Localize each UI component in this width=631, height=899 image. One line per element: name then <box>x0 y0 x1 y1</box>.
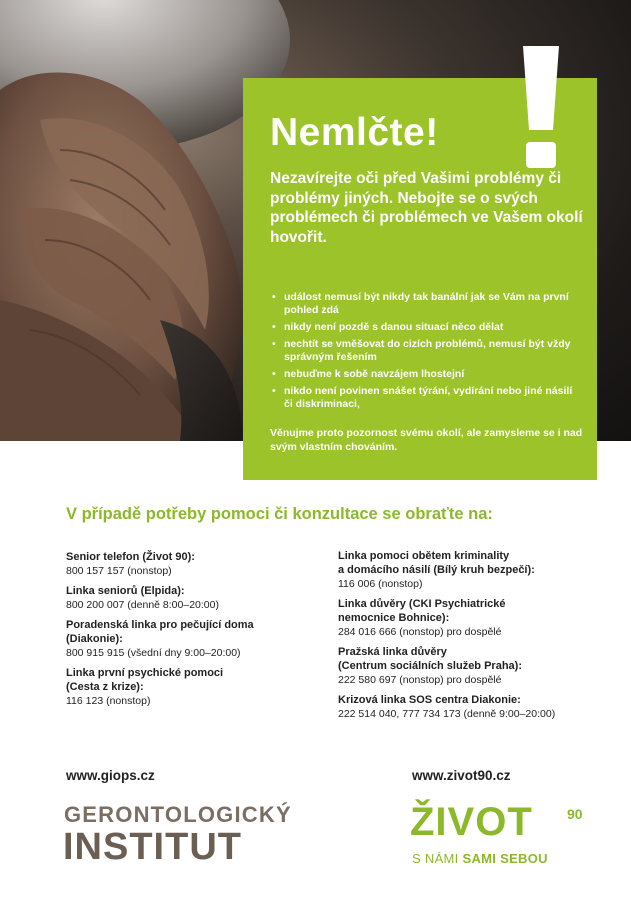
hero-bullet-text: nechtít se vměšovat do cizích problémů, nemusí být vždy správným řešením <box>284 338 571 363</box>
contact-item <box>66 618 316 660</box>
website-link-zivot90[interactable]: www.zivot90.cz <box>412 768 511 783</box>
hero-bullet <box>270 368 580 381</box>
hero-bullet <box>270 291 580 317</box>
website-link-giops[interactable]: www.giops.cz <box>66 768 155 783</box>
contact-number: 800 915 915 (všední dny 9:00–20:00) <box>66 647 241 659</box>
hero-bullet-text: nikdo není povinen snášet týrání, vydírání nebo jiné násilí či diskriminaci, <box>284 385 573 410</box>
hero-closing: Věnujme proto pozornost svému okolí, ale zamysleme se i nad svým vlastním chováním. <box>270 427 583 453</box>
hero-lead: Nezavírejte oči před Vašimi problémy či problémy jiných. Nebojte se o svých problémech či problémech ve Vašem okolí hovořit. <box>270 170 583 246</box>
contact-item <box>66 550 316 578</box>
contacts-left-column <box>66 550 316 714</box>
bullet-icon: • <box>272 291 276 303</box>
contact-name: Linka pomoci obětem kriminality a domácího násilí (Bílý kruh bezpečí): <box>338 550 535 576</box>
bullet-icon: • <box>272 385 276 397</box>
hero-bullet <box>270 385 580 411</box>
contact-name: Linka důvěry (CKI Psychiatrické nemocnice Bohnice): <box>338 598 506 624</box>
hero-bullet-text: nikdy není pozdě s danou situací něco dělat <box>284 321 504 333</box>
bullet-icon: • <box>272 321 276 333</box>
contacts-right-column <box>338 549 588 727</box>
contact-number: 116 123 (nonstop) <box>66 695 151 707</box>
contact-number: 116 006 (nonstop) <box>338 578 423 590</box>
tagline-part1: S NÁMI <box>412 851 463 866</box>
hero-bullet-list <box>270 291 580 415</box>
exclamation-icon <box>518 46 564 170</box>
gerontologicky-logo-line1: GERONTOLOGICKÝ <box>64 802 292 827</box>
zivot90-logo: ŽIVOT <box>410 800 533 844</box>
tagline-part2: SAMI SEBOU <box>462 851 548 866</box>
hero-bullet-text: nebuďme k sobě navzájem lhostejní <box>284 368 465 380</box>
contact-item <box>66 584 316 612</box>
contact-name: Linka první psychické pomoci (Cesta z krize): <box>66 667 224 693</box>
hero-bullet-text: událost nemusí být nikdy tak banální jak se Vám na první pohled zdá <box>284 291 569 316</box>
contact-name: Poradenská linka pro pečující doma (Diakonie): <box>66 619 254 645</box>
contact-item <box>66 666 316 708</box>
contact-name: Senior telefon (Život 90): <box>66 551 195 563</box>
gerontologicky-logo-line2: INSTITUT <box>63 826 242 868</box>
hero-title: Nemlčte! <box>270 111 439 154</box>
zivot90-tagline <box>412 851 548 866</box>
contact-item <box>338 549 588 591</box>
bullet-icon: • <box>272 338 276 350</box>
contact-name: Krizová linka SOS centra Diakonie: <box>338 694 521 706</box>
contact-number: 222 514 040, 777 734 173 (denně 9:00–20:00) <box>338 708 556 720</box>
contact-number: 222 580 697 (nonstop) pro dospělé <box>338 674 502 686</box>
contacts-heading: V případě potřeby pomoci či konzultace se obraťte na: <box>66 505 493 523</box>
contact-item <box>338 597 588 639</box>
zivot90-logo-sup: 90 <box>567 806 583 822</box>
contact-number: 800 157 157 (nonstop) <box>66 565 172 577</box>
contact-name: Linka seniorů (Elpida): <box>66 585 185 597</box>
contact-number: 800 200 007 (denně 8:00–20:00) <box>66 599 219 611</box>
bullet-icon: • <box>272 368 276 380</box>
hero-bullet <box>270 338 580 364</box>
contact-item <box>338 693 588 721</box>
contact-item <box>338 645 588 687</box>
contact-name: Pražská linka důvěry (Centrum sociálních služeb Praha): <box>338 646 522 672</box>
hero-bullet <box>270 321 580 334</box>
contact-number: 284 016 666 (nonstop) pro dospělé <box>338 626 502 638</box>
